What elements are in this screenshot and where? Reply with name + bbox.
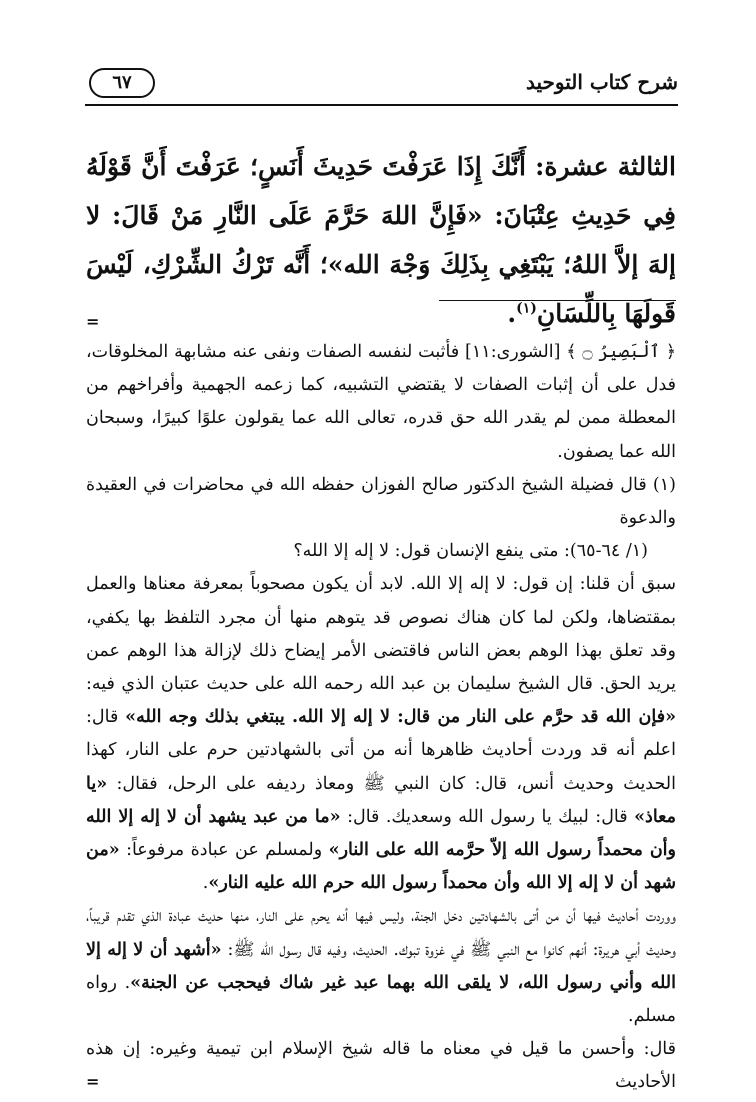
footnote-paragraph-2 — [86, 900, 676, 1033]
hadith-quote: «فَإِنَّ اللهَ حَرَّمَ عَلَى النَّارِ مَنْ قَالَ: لا إلهَ إلاَّ اللهُ؛ يَبْتَغِي بِذَلِكَ وَجْهَ الله» — [86, 201, 676, 279]
footnote-1-reference: (١/ ٦٤-٦٥): متى ينفع الإنسان قول: لا إله إلا الله؟ — [293, 541, 648, 562]
main-text — [86, 142, 676, 338]
continuation-mark-bottom: = — [86, 1072, 100, 1091]
footnote-reference: (١) — [516, 300, 537, 317]
para1-text-c: قال: لبيك يا رسول الله وسعديك. قال: — [340, 806, 635, 827]
footnote-1-intro: (١) قال فضيلة الشيخ الدكتور صالح الفوزان حفظه الله في محاضرات في العقيدة والدعوة — [86, 474, 676, 529]
para1-quote-2: «يا معاذ» — [86, 773, 676, 827]
book-title: شرح كتاب التوحيد — [525, 70, 678, 94]
footnote-paragraph-3: قال: وأحسن ما قيل في معناه ما قاله شيخ الإسلام ابن تيمية وغيره: إن هذه الأحاديث — [86, 1039, 676, 1093]
continuation-mark-top: = — [86, 312, 100, 331]
para1-quote-1: «فإن الله قد حرَّم على النار من قال: لا إله إلا الله. يبتغي بذلك وجه الله» — [125, 707, 677, 728]
main-text-part-2: ؛ أَنَّه تَرْكُ الشِّرْكِ، لَيْسَ قَولَهَا بِاللِّسَانِ — [86, 250, 676, 328]
page-header — [85, 62, 678, 102]
footnote-continuation: ﴿ ٱلْبَصِيرُ ۝ ﴾ [الشورى:١١] فأثبت لنفسه الصفات ونفى عنه مشابهة المخلوقات، فدل على أن إثبات الصفات لا يقتضي التشبيه، كما زعمه الجهمية وأفراخهم من المعطلة ممن لم يقدر الله حق قدره، تعالى الله عما يقولون علوًا كبيرًا، وسبحان الله عما يصفون. — [86, 342, 676, 462]
footnote-paragraph-1 — [86, 568, 676, 900]
para2-text-a: ووردت أحاديث فيها أن من أتى بالشهادتين دخل الجنة، وليس فيها أنه يحرم على النار، منها حديث عبادة الذي تقدم قريباً، وحديث أبي هريرة: أنهم كانوا مع النبي ﷺ في غزوة تبوك. الحديث، وفيه قال رسول الله ﷺ: — [86, 906, 677, 960]
footnote-separator — [439, 300, 676, 301]
header-rule — [85, 104, 678, 106]
footnotes — [86, 336, 676, 1100]
para1-text-e: . — [202, 873, 209, 894]
para1-text-d: ولمسلم عن عبادة مرفوعاً: — [119, 840, 329, 861]
page-number: ٦٧ — [89, 68, 155, 98]
para2-text-b: . رواه مسلم. — [86, 972, 676, 1027]
para1-text-b: قال: اعلم أنه قد وردت أحاديث ظاهرها أنه من أتى بالشهادتين حرم على النار، كهذا الحديث وحديث أنس، قال: كان النبي ﷺ ومعاذ رديفه على الرحل، فقال: — [86, 707, 676, 794]
main-text-part-1: أَنَّكَ إِذَا عَرَفْتَ حَدِيثَ أَنَسٍ؛ عَرَفْتَ أَنَّ قَوْلَهُ فِي حَدِيثِ عِتْبَانَ: — [86, 152, 676, 230]
para1-quote-3: «ما من عبد يشهد أن لا إله إلا الله وأن محمداً رسول الله إلاّ حرَّمه الله على النار» — [86, 806, 676, 861]
para2-quote: «أشهد أن لا إله إلا الله وأني رسول الله، لا يلقى الله بهما عبد غير شاك فيحجب عن الجنة» — [86, 939, 677, 993]
para1-quote-4: «من شهد أن لا إله إلا الله وأن محمداً رسول الله حرم الله عليه النار» — [86, 840, 676, 894]
main-text-end: . — [507, 299, 517, 328]
point-heading: الثالثة عشرة: — [535, 152, 677, 181]
para1-text-a: سبق أن قلنا: إن قول: لا إله إلا الله. لابد أن يكون مصحوباً بمعرفة معناها والعمل بمقتضاها، ولكن لما كان هناك نصوص قد يتوهم منها أن مجرد التلفظ بها يكفي، وقد تعلق بهذا الوهم بعض الناس فاقتضى الأمر إيضاح ذلك لإزالة هذا الوهم عمن يريد الحق. قال الشيخ سليمان بن عبد الله رحمه الله على حديث عتبان الذي فيه: — [86, 574, 676, 695]
